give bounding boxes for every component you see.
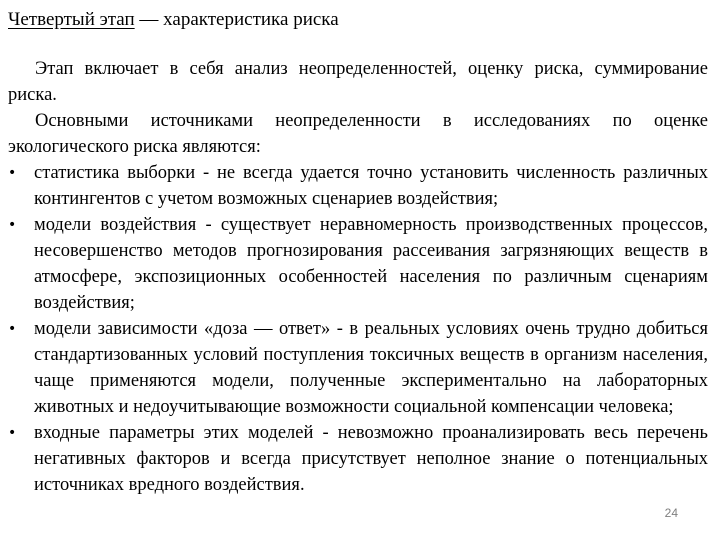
list-item-text: входные параметры этих моделей - невозможно проанализировать весь перечень негативных факторов и всегда присутствует неполное знание о потенциальных источниках вредного воздействия.: [34, 423, 708, 495]
bullet-icon: •: [8, 321, 17, 337]
list-item-text: модели воздействия - существует неравномерность производственных процессов, несовершенство методов прогнозирования рассеивания загрязняющих веществ в атмосфере, экспозиционных особенностей населения по различным сценариям воздействия;: [34, 215, 708, 313]
sources-paragraph: Основными источниками неопределенности в исследованиях по оценке экологического риска являются:: [8, 111, 708, 157]
uncertainty-sources-list: [8, 160, 708, 498]
list-item-text: модели зависимости «доза — ответ» - в реальных условиях очень трудно добиться стандартизованных условий поступления токсичных веществ в организм населения, чаще применяются модели, полученные экспериментально на лабораторных животных и недоучитывающие возможности социальной компенсации человека;: [34, 319, 708, 417]
list-item: [8, 420, 708, 498]
slide-body: [8, 56, 708, 498]
slide-title-rest: — характеристика риска: [134, 9, 339, 30]
page-number: 24: [664, 506, 678, 520]
bullet-icon: •: [8, 217, 17, 233]
slide-title: [8, 8, 339, 32]
list-item: [8, 316, 708, 420]
intro-paragraph: Этап включает в себя анализ неопределенностей, оценку риска, суммирование риска.: [8, 59, 708, 105]
bullet-icon: •: [8, 165, 17, 181]
list-item: [8, 160, 708, 212]
list-item-text: статистика выборки - не всегда удается точно установить численность различных контингентов с учетом возможных сценариев воздействия;: [34, 163, 708, 209]
list-item: [8, 212, 708, 316]
bullet-icon: •: [8, 425, 17, 441]
slide-title-underlined: Четвертый этап: [8, 9, 135, 30]
